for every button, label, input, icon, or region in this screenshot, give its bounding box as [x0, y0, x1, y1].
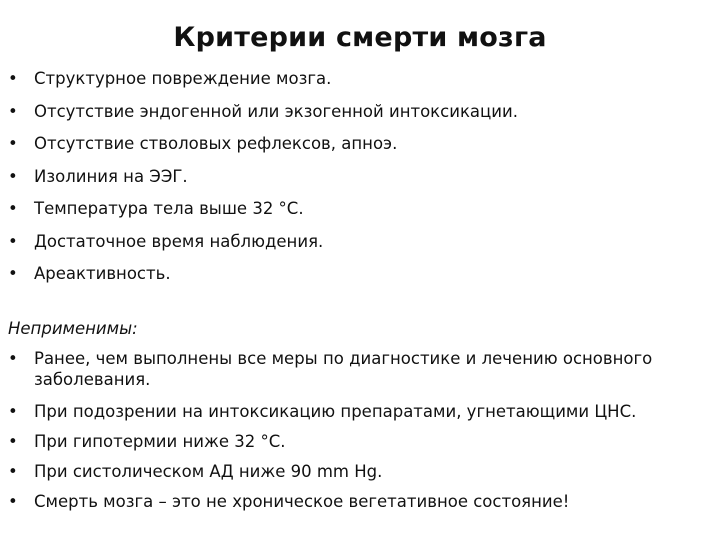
slide-title: Критерии смерти мозга [173, 22, 547, 53]
criteria-item-text: Структурное повреждение мозга. [34, 69, 332, 88]
exclusion-item-text: Ранее, чем выполнены все меры по диагностике и лечению основного заболевания. [34, 349, 653, 389]
criteria-item [8, 166, 708, 187]
criteria-item-text: Изолиния на ЭЭГ. [34, 166, 188, 186]
criteria-item-text: Достаточное время наблюдения. [34, 231, 324, 251]
bullet-icon: • [8, 349, 18, 368]
bullet-icon: • [8, 166, 18, 186]
exclusion-item [8, 348, 708, 390]
exclusion-item-text: Смерть мозга – это не хроническое вегетативное состояние! [34, 492, 570, 511]
criteria-item-text: Ареактивность. [34, 264, 171, 283]
criteria-list [8, 68, 708, 296]
criteria-item-text: Отсутствие эндогенной или экзогенной интоксикации. [34, 101, 518, 121]
bullet-icon: • [8, 432, 18, 451]
criteria-item [8, 68, 708, 89]
criteria-item-text: Температура тела выше 32 °С. [34, 199, 304, 218]
bullet-icon: • [8, 101, 18, 121]
exclusion-item [8, 431, 708, 452]
exclusion-item [8, 491, 708, 512]
exclusion-item-text: При гипотермии ниже 32 °С. [34, 432, 286, 451]
bullet-icon: • [8, 69, 18, 88]
exclusion-item-text: При подозрении на интоксикацию препаратами, угнетающими ЦНС. [34, 402, 637, 421]
exclusions-list [8, 348, 708, 521]
criteria-item-text: Отсутствие стволовых рефлексов, апноэ. [34, 134, 398, 153]
exclusion-item [8, 461, 708, 482]
bullet-icon: • [8, 231, 18, 251]
criteria-item [8, 133, 708, 154]
bullet-icon: • [8, 402, 18, 421]
exclusions-heading: Неприменимы: [8, 319, 138, 338]
bullet-icon: • [8, 492, 18, 511]
criteria-item [8, 198, 708, 219]
criteria-item [8, 231, 708, 252]
bullet-icon: • [8, 264, 18, 283]
bullet-icon: • [8, 199, 18, 218]
bullet-icon: • [8, 134, 18, 153]
exclusion-item [8, 401, 708, 422]
criteria-item [8, 101, 708, 122]
criteria-item [8, 263, 708, 284]
bullet-icon: • [8, 462, 18, 481]
exclusion-item-text: При систолическом АД ниже 90 mm Hg. [34, 462, 383, 481]
